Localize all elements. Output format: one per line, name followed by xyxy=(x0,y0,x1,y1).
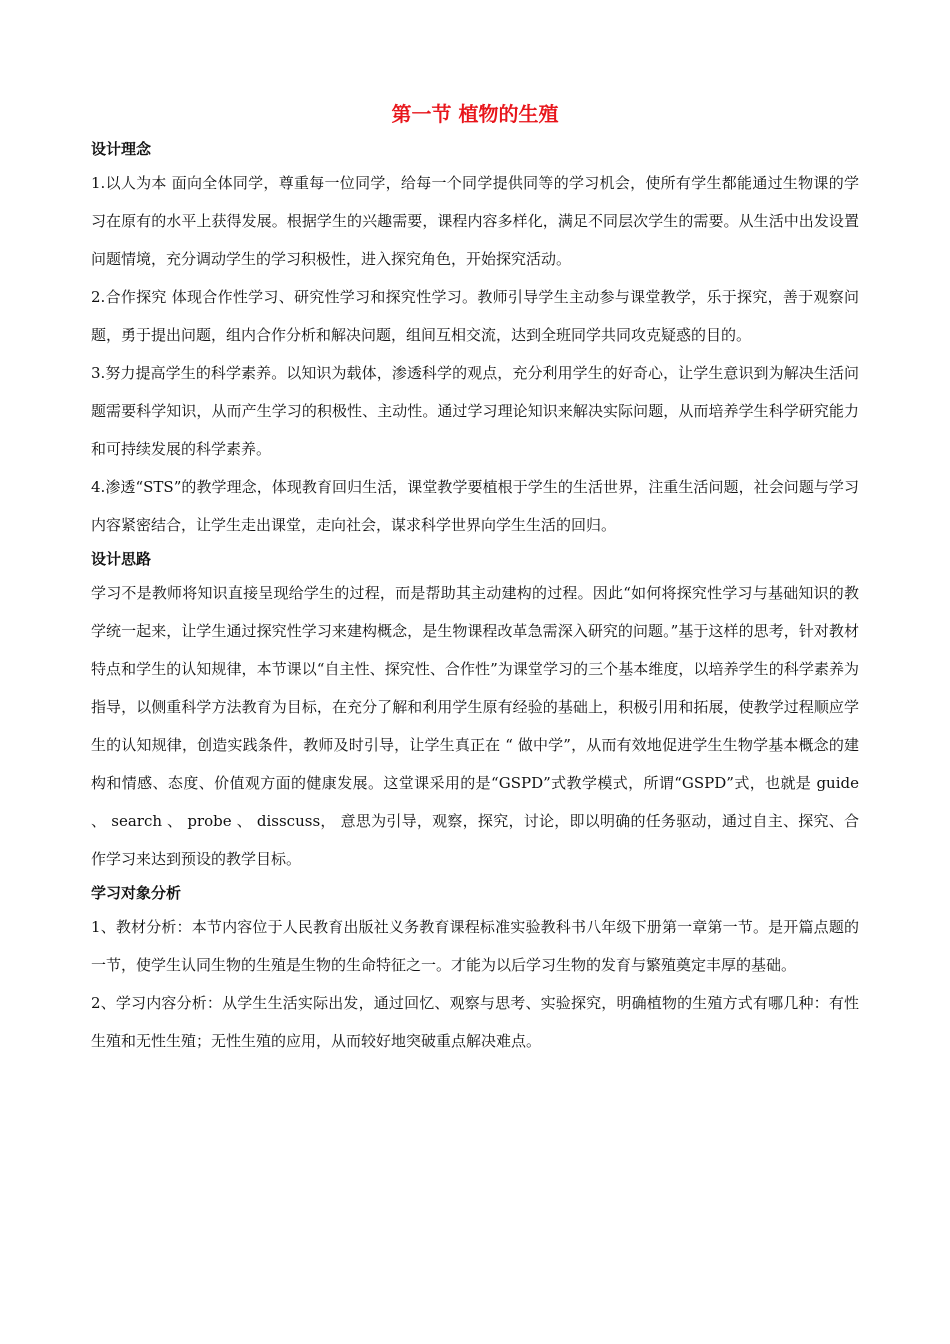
paragraph: 1、教材分析：本节内容位于人民教育出版社义务教育课程标准实验教科书八年级下册第一章第一节。是开篇点题的一节，使学生认同生物的生殖是生物的生命特征之一。才能为以后学习生物的发育与繁殖奠定丰厚的基础。 xyxy=(91,918,859,974)
section-heading: 学习对象分析 xyxy=(91,884,182,902)
paragraph: 2、学习内容分析：从学生生活实际出发，通过回忆、观察与思考、实验探究，明确植物的生殖方式有哪几种：有性生殖和无性生殖；无性生殖的应用，从而较好地突破重点解决难点。 xyxy=(91,994,859,1050)
paragraph: 3.努力提高学生的科学素养。以知识为载体，渗透科学的观点，充分利用学生的好奇心，让学生意识到为解决生活问题需要科学知识，从而产生学习的积极性、主动性。通过学习理论知识来解决实际问题，从而培养学生科学研究能力和可持续发展的科学素养。 xyxy=(91,364,859,458)
section-design-approach xyxy=(91,544,859,878)
page-title: 第一节 植物的生殖 xyxy=(391,102,559,126)
document-body xyxy=(91,134,859,1060)
section-heading: 设计理念 xyxy=(91,140,152,158)
section-design-concept xyxy=(91,134,859,544)
section-learner-analysis xyxy=(91,878,859,1060)
paragraph: 1.以人为本 面向全体同学，尊重每一位同学，给每一个同学提供同等的学习机会，使所有学生都能通过生物课的学习在原有的水平上获得发展。根据学生的兴趣需要，课程内容多样化，满足不同层次学生的需要。从生活中出发设置问题情境，充分调动学生的学习积极性，进入探究角色，开始探究活动。 xyxy=(91,174,859,268)
paragraph: 4.渗透“STS”的教学理念，体现教育回归生活，课堂教学要植根于学生的生活世界，注重生活问题，社会问题与学习内容紧密结合，让学生走出课堂，走向社会，谋求科学世界向学生生活的回归。 xyxy=(91,478,859,534)
section-heading: 设计思路 xyxy=(91,550,152,568)
paragraph: 学习不是教师将知识直接呈现给学生的过程，而是帮助其主动建构的过程。因此“如何将探究性学习与基础知识的教学统一起来，让学生通过探究性学习来建构概念，是生物课程改革急需深入研究的问题。”基于这样的思考，针对教材特点和学生的认知规律，本节课以“自主性、探究性、合作性”为课堂学习的三个基本维度，以培养学生的科学素养为指导，以侧重科学方法教育为目标，在充分了解和利用学生原有经验的基础上，积极引用和拓展，使教学过程顺应学生的认知规律，创造实践条件，教师及时引导，让学生真正在 “ 做中学”，从而有效地促进学生生物学基本概念的建构和情感、态度、价值观方面的健康发展。这堂课采用的是“GSPD”式教学模式，所谓“GSPD”式，也就是 guide 、 search 、 probe 、 disscuss， 意思为引导，观察，探究，讨论，即以明确的任务驱动，通过自主、探究、合作学习来达到预设的教学目标。 xyxy=(91,584,859,868)
paragraph: 2.合作探究 体现合作性学习、研究性学习和探究性学习。教师引导学生主动参与课堂教学，乐于探究，善于观察问题，勇于提出问题，组内合作分析和解决问题，组间互相交流，达到全班同学共同攻克疑惑的目的。 xyxy=(91,288,859,344)
